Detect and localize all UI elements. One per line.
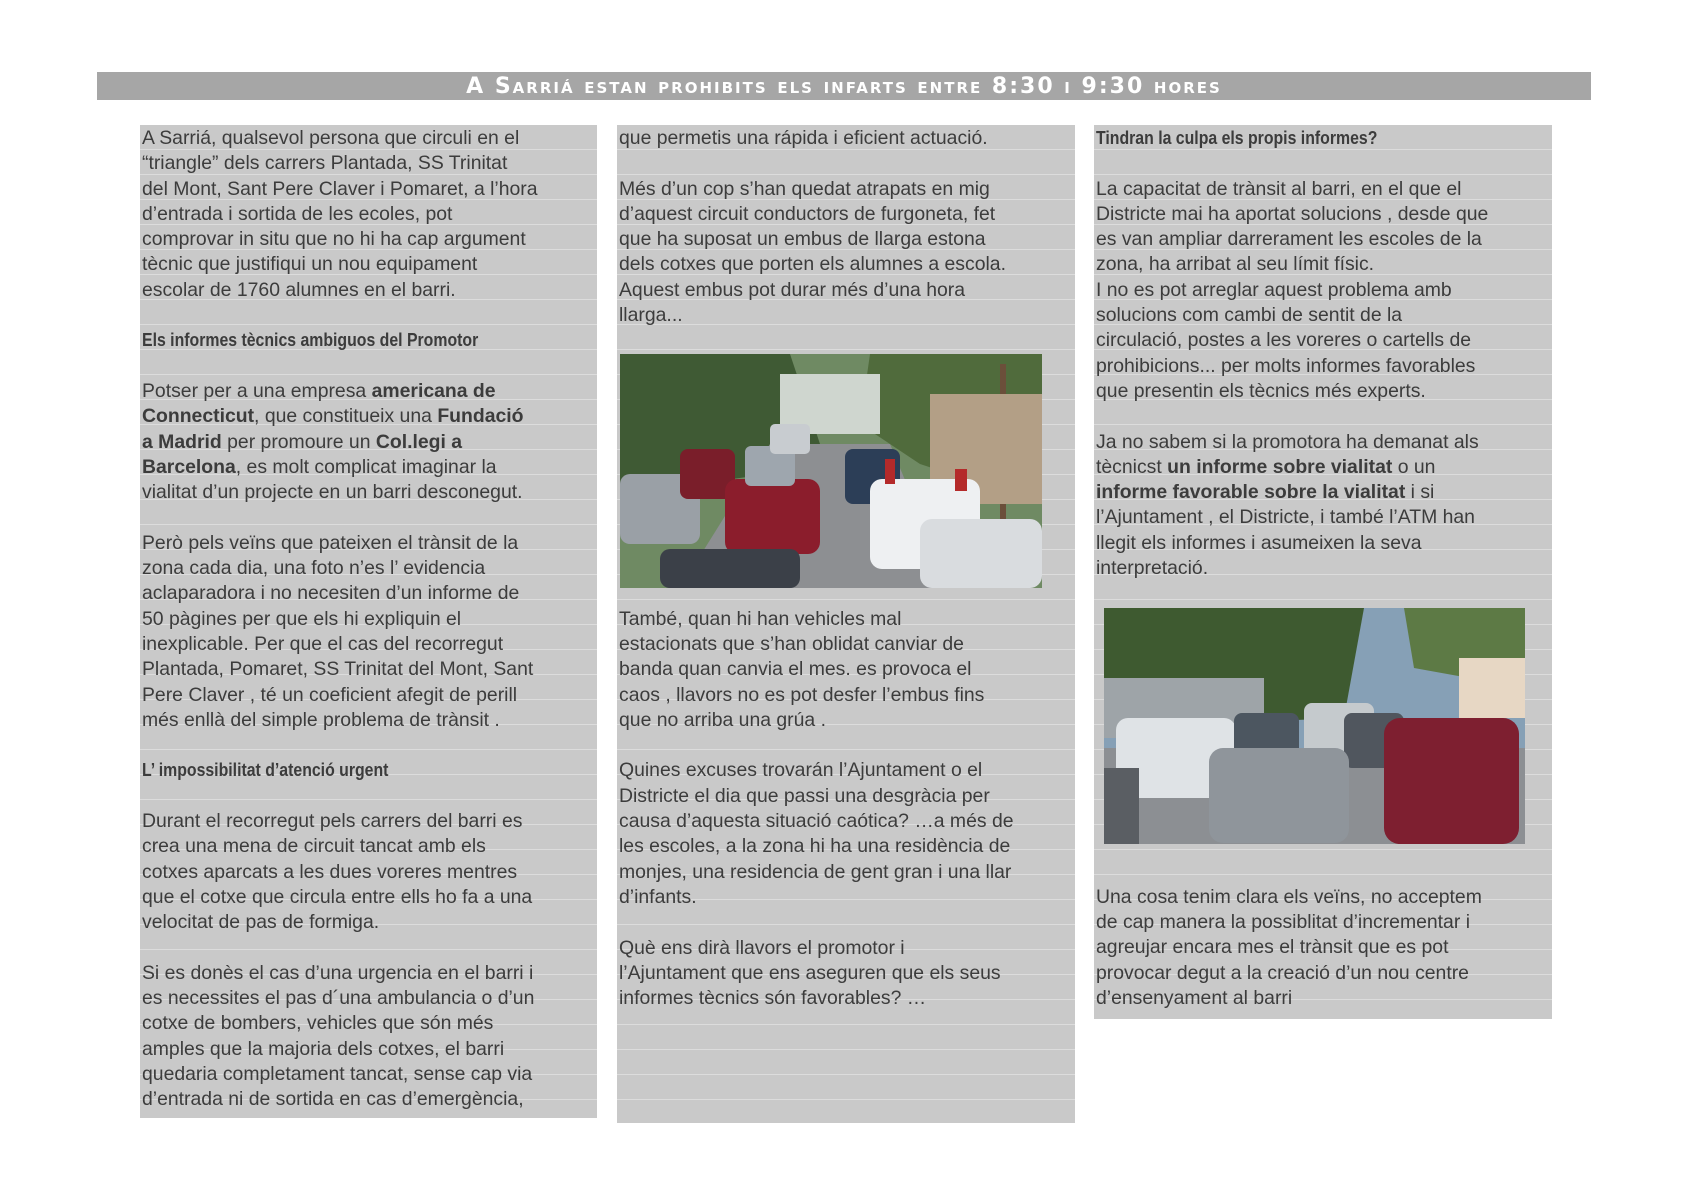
text-run: i si l’Ajuntament , el Districte, i també l’ATM han llegit els informes i asumeixen la seva interpretació. <box>1096 481 1475 580</box>
col1-paragraph-4: Durant el recorregut pels carrers del barri es crea una mena de circuit tancat amb els cotxes aparcats a les dues voreres mentres que el cotxe que circula entre ells ho fa a una velocitat de pas de formiga. <box>142 810 533 934</box>
text-run: o un <box>1397 455 1436 478</box>
col3-paragraph-1: La capacitat de trànsit al barri, en el que el Districte mai ha aportat solucions , desde que es van ampliar darrerament les escoles de la zona, ha arribat al seu límit físic. I no es pot arreglar aquest problema amb solucions com cambi de sentit de la circulació, postes a les voreres o cartells de prohibicions... per molts informes favorables que presentin els tècnics més experts. <box>1096 177 1489 402</box>
col2-paragraph-4: Quines excuses trovarán l’Ajuntament o el Districte el dia que passi una desgràcia per causa d’aquesta situació caótica? …a més de les escoles, a la zona hi ha una residència de monjes, una residencia de gent gran i una llar d’infants. <box>619 759 1014 908</box>
col2-paragraph-5: Què ens dirà llavors el promotor i l’Ajuntament que ens aseguren que els seus informes tècnics són favorables? … <box>619 936 1001 1010</box>
column-2 <box>617 125 1075 1123</box>
text-run: , que constitueix una <box>254 405 438 428</box>
traffic-photo-street <box>620 354 1042 588</box>
col3-paragraph-3: Una cosa tenim clara els veïns, no acceptem de cap manera la possiblitat d’incrementar i agreujar encara mes el trànsit que es pot provocar degut a la creació d’un nou centre d’ensenyament al barri <box>1096 885 1482 1009</box>
text-run: , es molt complicat imaginar la vialitat d’un projecte en un barri desconegut. <box>142 455 523 504</box>
col1-paragraph-1: A Sarriá, qualsevol persona que circuli en el “triangle” dels carrers Plantada, SS Trinitat del Mont, Sant Pere Claver i Pomaret, a l’hora d’entrada i sortida de les ecoles, pot comprovar in situ que no hi ha cap argument tècnic que justifiqui un nou equipament escolar de 1760 alumnes en el barri. <box>142 127 538 301</box>
col2-paragraph-2: Més d’un cop s’han quedat atrapats en mig d’aquest circuit conductors de furgoneta, fet que ha suposat un embus de llarga estona dels cotxes que porten els alumnes a escola. Aquest embus pot durar més d’una hora llarga... <box>619 177 1006 327</box>
col1-heading-2: L’ impossibilitat d’atenció urgent <box>142 760 389 781</box>
col1-paragraph-2 <box>142 379 595 505</box>
col1-heading-1: Els informes tècnics ambiguos del Promotor <box>142 330 479 351</box>
bold-run: informe favorable sobre la vialitat <box>1096 481 1406 504</box>
column-1 <box>140 125 597 1118</box>
bold-run: americana de Connecticut <box>142 379 496 428</box>
col2-paragraph-1: que permetis una rápida i eficient actuació. <box>619 127 988 149</box>
col2-paragraph-3: També, quan hi han vehicles mal estacionats que s’han oblidat canviar de banda quan canvia el mes. es provoca el caos , llavors no es pot desfer l’embus fins que no arriba una grúa . <box>619 607 985 731</box>
page-title-banner <box>97 72 1591 100</box>
col1-paragraph-5: Si es donès el cas d’una urgencia en el barri i es necessites el pas d´una ambulancia o d’un cotxe de bombers, vehicles que són més amples que la majoria dels cotxes, el barri quedaria completament tancat, sense cap via d’entrada ni de sortida en cas d’emergència, <box>142 961 535 1111</box>
column-3 <box>1094 125 1552 1019</box>
text-run: Potser per a una empresa <box>142 379 372 402</box>
col3-paragraph-2 <box>1096 430 1550 582</box>
col3-heading-1: Tindran la culpa els propis informes? <box>1096 128 1378 148</box>
bold-run: Fundació a Madrid <box>142 405 524 453</box>
col1-paragraph-3: Però pels veïns que pateixen el trànsit de la zona cada dia, una foto n’es l’ evidencia aclaparadora i no necesiten d’un informe de 50 pàgines per que els hi expliquin el inexplicable. Per que el cas del recorregut Plantada, Pomaret, SS Trinitat del Mont, Sant Pere Claver , té un coeficient afegit de perill més enllà del simple problema de trànsit . <box>142 531 534 731</box>
text-run: per promoure un <box>221 430 376 453</box>
page-title: A Sarriá estan prohibits els infarts entre 8:30 i 9:30 hores <box>466 73 1222 99</box>
text-run: Ja no sabem si la promotora ha demanat als tècnicst <box>1096 430 1479 478</box>
bold-run: un informe sobre vialitat <box>1167 455 1393 478</box>
traffic-photo-parked-cars <box>1104 608 1525 844</box>
bold-run: Col.legi a Barcelona <box>142 430 463 478</box>
